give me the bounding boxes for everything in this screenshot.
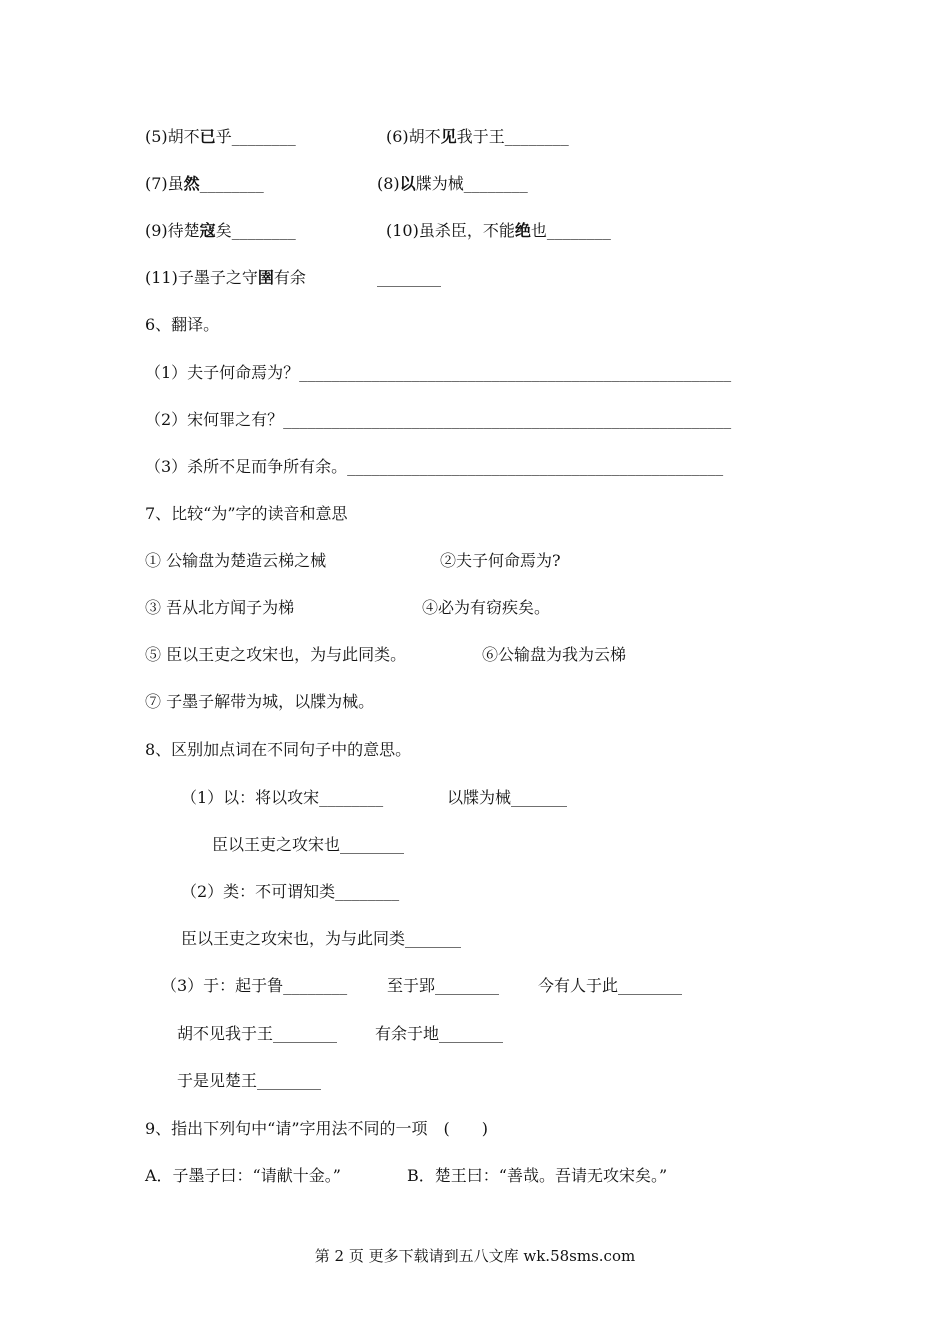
item-blank: 乎________ (215, 127, 296, 146)
page-footer: 第 2 页 更多下载请到五八文库 wk.58sms.com (314, 1247, 636, 1265)
item-text: (9)待楚 (145, 221, 200, 240)
q6-sentence-2: （2）宋何罪之有？________________________________________________________ (145, 410, 732, 429)
item-emphasis: 已 (199, 127, 216, 146)
q8-item-2a: （2）类：不可谓知类________ (181, 882, 400, 901)
item-text: (7)虽 (145, 174, 184, 193)
q8-item-1a: （1）以：将以攻宋________ (181, 788, 384, 807)
item-text: (10)虽杀臣，不能 (386, 221, 515, 240)
q7-sentence-2: ②夫子何命焉为? (440, 551, 561, 570)
q8-item-3d: 胡不见我于王________ (177, 1024, 338, 1043)
item-blank: 牒为械________ (415, 174, 528, 193)
q5-item-11 (145, 268, 306, 288)
q8-item-3f: 于是见楚王________ (177, 1071, 322, 1090)
q9-option-a: A．子墨子曰：“请献十金。” (145, 1166, 341, 1185)
q5-item-6 (386, 127, 569, 147)
q8-item-3c: 今有人于此________ (538, 976, 683, 995)
item-emphasis: 以 (399, 174, 416, 193)
q5-item-10 (386, 221, 611, 241)
q7-sentence-6: ⑥公输盘为我为云梯 (482, 645, 627, 664)
q8-item-3e: 有余于地________ (375, 1024, 504, 1043)
q9-option-b: B．楚王曰：“善哉。吾请无攻宋矣。” (407, 1166, 668, 1185)
q5-item-9 (145, 221, 296, 241)
q5-item-7 (145, 174, 264, 194)
item-text: (6)胡不 (386, 127, 441, 146)
item-emphasis: 圉 (257, 268, 274, 287)
item-text: (11)子墨子之守 (145, 268, 258, 287)
q7-sentence-7: ⑦ 子墨子解带为城，以牒为械。 (145, 692, 375, 711)
q8-item-1b: 以牒为械_______ (447, 788, 568, 807)
q7-sentence-3: ③ 吾从北方闻子为梯 (145, 598, 295, 617)
q8-item-3a: （3）于：起于鲁________ (161, 976, 348, 995)
item-blank: 我于王________ (456, 127, 569, 146)
item-emphasis: 寇 (199, 221, 216, 240)
item-emphasis: 见 (440, 127, 457, 146)
q8-item-2b: 臣以王吏之攻宋也，为与此同类_______ (181, 929, 462, 948)
q6-sentence-3: （3）杀所不足而争所有余。_______________________________________________ (145, 457, 724, 476)
q7-sentence-4: ④必为有窃疾矣。 (422, 598, 551, 617)
q6-title: 6、翻译。 (145, 315, 220, 334)
item-text: 有余 (273, 268, 306, 287)
item-blank: 矣________ (215, 221, 296, 240)
item-blank: ________ (199, 174, 264, 193)
q5-item-8 (377, 174, 528, 194)
q7-title: 7、比较“为”字的读音和意思 (145, 504, 348, 523)
q8-title: 8、区别加点词在不同句子中的意思。 (145, 740, 412, 759)
q5-item-5 (145, 127, 296, 147)
q6-sentence-1: （1）夫子何命焉为？______________________________________________________ (145, 363, 732, 382)
item-blank: 也________ (530, 221, 611, 240)
q5-item-11-blank: ________ (377, 268, 441, 287)
item-emphasis: 绝 (514, 221, 531, 240)
q9-title: 9、指出下列句中“请”字用法不同的一项 ( ) (145, 1119, 489, 1138)
item-text: (8) (377, 174, 400, 193)
q8-item-1c: 臣以王吏之攻宋也________ (212, 835, 405, 854)
item-emphasis: 然 (183, 174, 200, 193)
q7-sentence-1: ① 公输盘为楚造云梯之械 (145, 551, 327, 570)
q7-sentence-5: ⑤ 臣以王吏之攻宋也，为与此同类。 (145, 645, 407, 664)
q8-item-3b: 至于郢________ (387, 976, 500, 995)
item-text: (5)胡不 (145, 127, 200, 146)
